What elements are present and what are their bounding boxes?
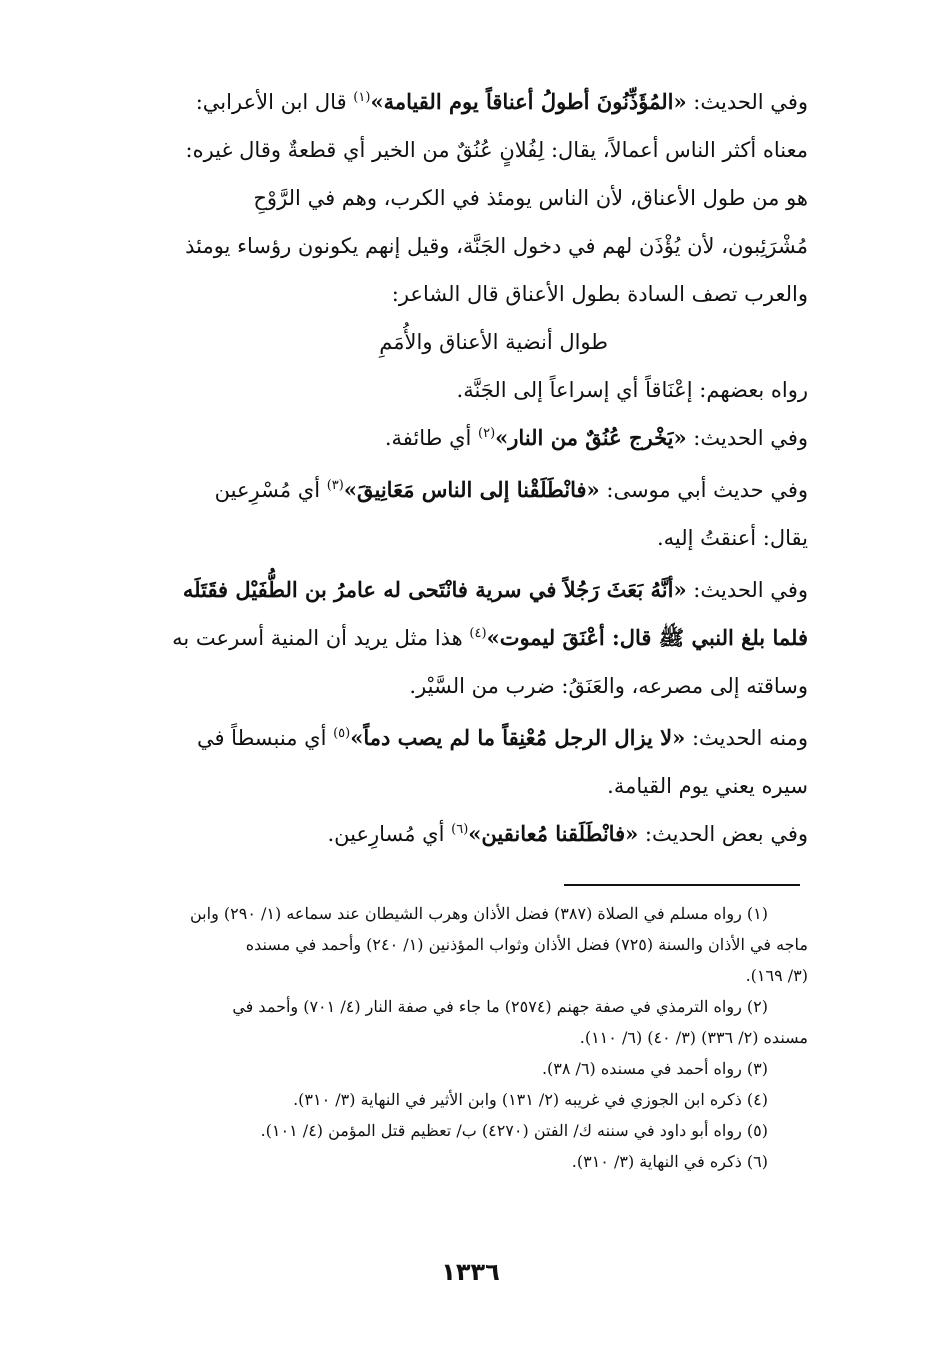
text-line: يقال: أعنقتُ إليه. [657,526,808,550]
footnote-divider [564,884,800,886]
hadith-quote: «يَخْرج عُنُقٌ من النار» [495,425,687,450]
footnote-line: ماجه في الأذان والسنة (٧٢٥) فضل الأذان وثواب المؤذنين (١/ ٢٤٠) وأحمد في مسنده [245,935,808,954]
poem-verse: طوال أنضية الأعناق والأُمَمِ [379,330,608,354]
text-line: وفي الحديث: «أنَّهُ بَعَثَ رَجُلاً في سرية فانْتَحى له عامرُ بن الطُّفَيْل فقَتَلَه [182,577,808,602]
page-number: ١٣٣٦ [441,1258,500,1286]
footnote-line: (٥) رواه أبو داود في سننه ك/ الفتن (٤٢٧٠) ب/ تعظيم قتل المؤمن (٤/ ١٠١). [260,1121,768,1140]
footnote-ref: (٤) [469,626,487,641]
footnote-line: (٣) رواه أحمد في مسنده (٦/ ٣٨). [541,1059,768,1078]
footnote-ref: (٢) [478,426,496,441]
footnotes [90,898,808,1177]
footnote-ref: (٣) [326,478,344,493]
body-text [92,78,808,858]
hadith-quote: «فانْطَلَقْنا إلى الناس مَعَانِيقَ» [343,477,600,502]
footnote-line: (٤) ذكره ابن الجوزي في غريبه (٢/ ١٣١) وابن الأثير في النهاية (٣/ ٣١٠). [293,1090,768,1109]
footnote-ref: (٥) [333,726,351,741]
text-line: وفي الحديث: «المُؤَذِّنُونَ أطولُ أعناقاً يوم القيامة»$^{(١)}$ قال ابن الأعرابي: [195,89,808,114]
text-line: مُشْرَئِبون، لأن يُؤْذَن لهم في دخول الجَنَّة، وقيل إنهم يكونون رؤساء يومئذ [185,234,808,258]
footnote-line: (٦) ذكره في النهاية (٣/ ٣١٠). [571,1152,768,1171]
text-line: معناه أكثر الناس أعمالاً، يقال: لِفُلانٍ عُنُقٌ من الخير أي قطعةٌ وقال غيره: [185,138,808,162]
footnote-line: (٣/ ١٦٩). [745,966,808,985]
text-line: وساقته إلى مصرعه، والعَنَقُ: ضرب من السَّيْر. [409,674,808,698]
footnote-ref: (١) [353,90,371,105]
footnote-line: (٢) رواه الترمذي في صفة جهنم (٢٥٧٤) ما جاء في صفة النار (٤/ ٧٠١) وأحمد في [232,997,768,1016]
text-line: وفي الحديث: «يَخْرج عُنُقٌ من النار»$^{(٢)}$ أي طائفة. [384,425,808,450]
hadith-quote: «أنَّهُ بَعَثَ رَجُلاً في سرية فانْتَحى له عامرُ بن الطُّفَيْل فقَتَلَه [182,577,687,602]
footnote-line: (١) رواه مسلم في الصلاة (٣٨٧) فضل الأذان وهرب الشيطان عند سماعه (١/ ٢٩٠) وابن [190,904,768,923]
hadith-quote: «فانْطَلَقنا مُعانقين» [468,821,639,846]
text-line: سيره يعني يوم القيامة. [607,774,808,798]
footnote-line: مسنده (٢/ ٣٣٦) (٣/ ٤٠) (٦/ ١١٠). [579,1028,808,1047]
text-line: رواه بعضهم: إعْنَاقاً أي إسراعاً إلى الجَنَّة. [456,378,808,402]
text-line: وفي بعض الحديث: «فانْطَلَقنا مُعانقين»$^{(٦)}$ أي مُسارِعين. [327,821,808,846]
text-line: والعرب تصف السادة بطول الأعناق قال الشاعر: [391,282,808,306]
footnote-ref: (٦) [451,822,469,837]
text-line: فلما بلغ النبي ﷺ قال: أعْنَقَ ليموت»$^{(٤)}$ هذا مثل يريد أن المنية أسرعت به [172,625,808,650]
text-line: وفي حديث أبي موسى: «فانْطَلَقْنا إلى الناس مَعَانِيقَ»$^{(٣)}$ أي مُسْرِعين [214,477,808,502]
hadith-quote: فلما بلغ النبي ﷺ قال: أعْنَقَ ليموت» [486,625,808,650]
text-line: ومنه الحديث: «لا يزال الرجل مُعْنِقاً ما لم يصب دماً»$^{(٥)}$ أي منبسطاً في [196,725,808,750]
hadith-quote: «المُؤَذِّنُونَ أطولُ أعناقاً يوم القيامة» [370,89,687,114]
hadith-quote: «لا يزال الرجل مُعْنِقاً ما لم يصب دماً» [350,725,686,750]
text-line: هو من طول الأعناق، لأن الناس يومئذ في الكرب، وهم في الرَّوْحِ [253,186,808,210]
